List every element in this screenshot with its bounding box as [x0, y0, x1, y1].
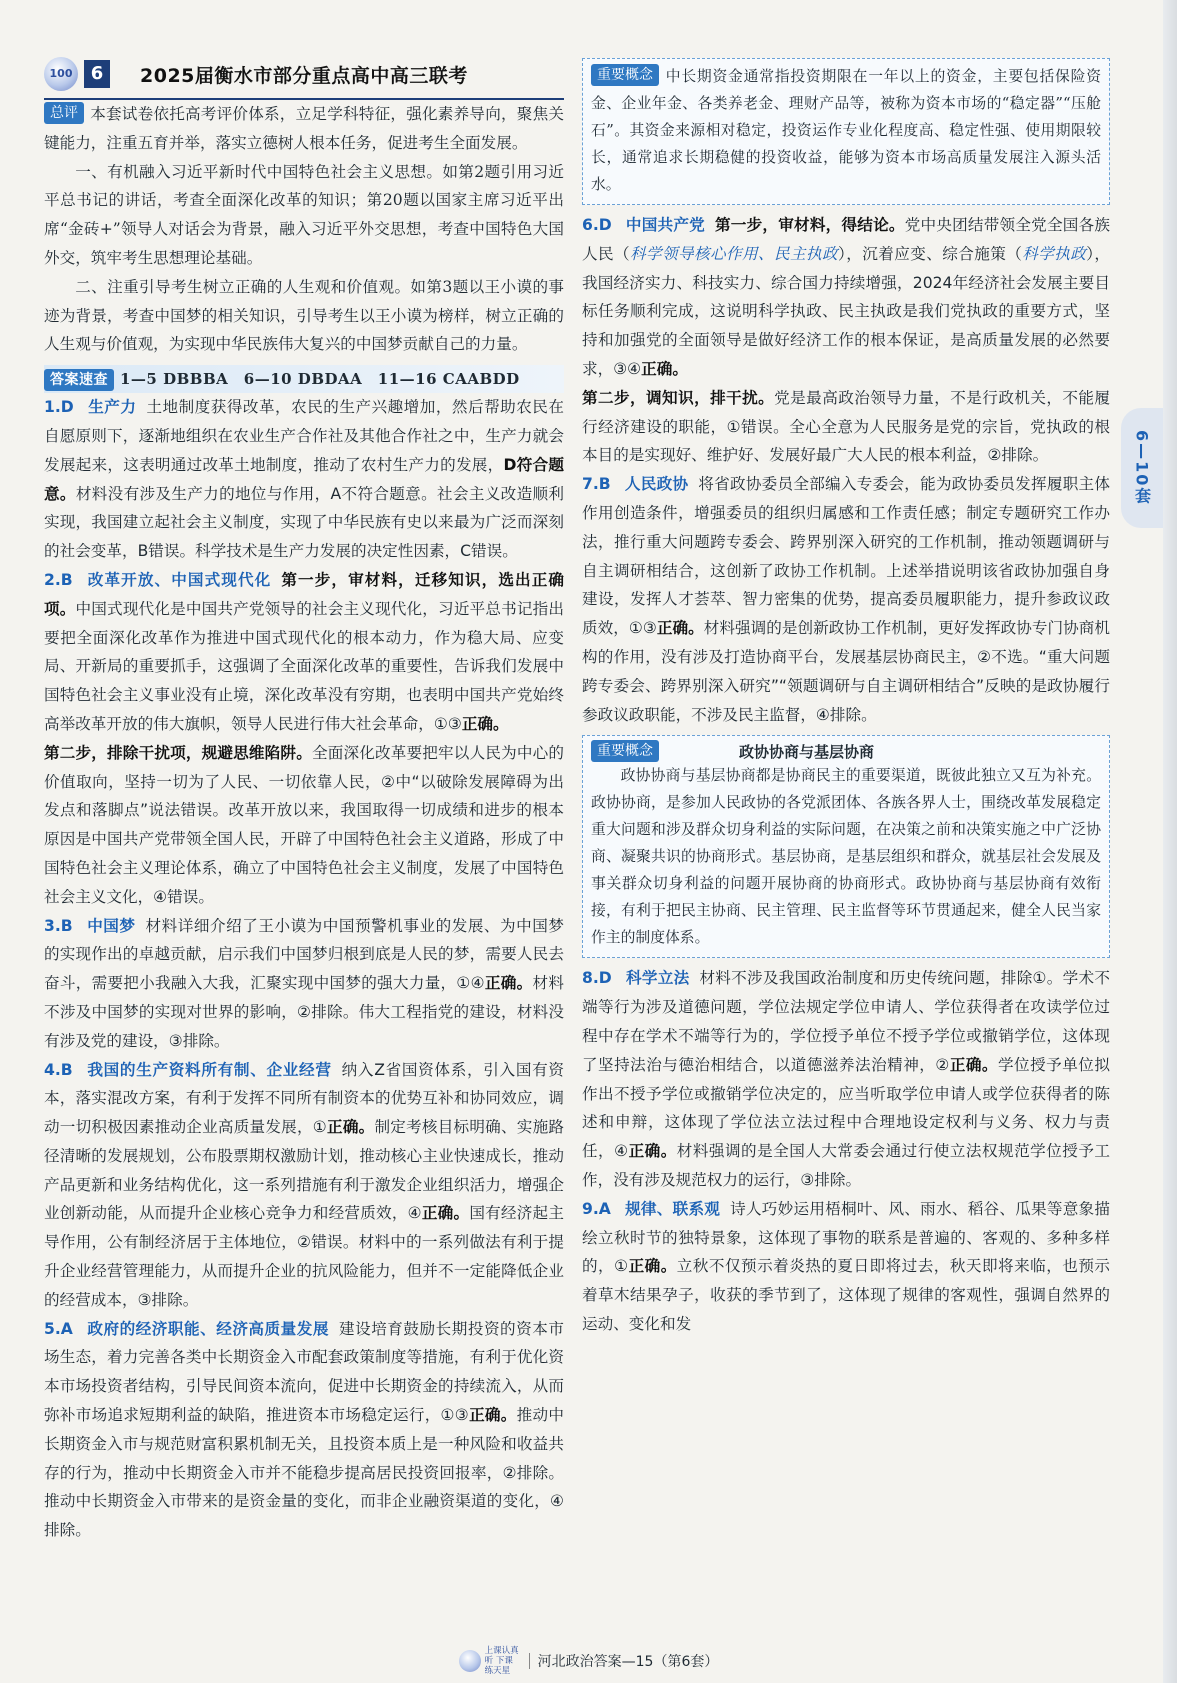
explanation-text: 材料强调的是全国人大常委会通过行使立法权规范学位授予工作，没有涉及规范权力的运行，③排除。: [582, 1142, 1110, 1189]
explanation-text: 材料详细介绍了王小谟为中国预警机事业的发展、为中国梦的实现作出的卓越贡献，启示我们中国梦归根到底是人民的梦，需要人民去奋斗，需要把小我融入大我，汇聚实现中国梦的强大力量，①④: [44, 916, 564, 993]
question-3-explanation: [44, 912, 564, 1056]
explanation-text: 材料没有涉及生产力的地位与作用，A不符合题意。社会主义改造顺利实现，我国建立起社会主义制度，实现了中华民族有史以来最为广泛而深刻的社会变革，B错误。科学技术是生产力发展的决定性因素，C错误。: [44, 484, 564, 561]
key-verdict: 正确。: [461, 714, 509, 733]
explanation-text: 将省政协委员全部编入专委会，能为政协委员发挥履职主体作用创造条件，增强委员的组织归属感和工作责任感；制定专题研究工作办法，推行重大问题跨专委会、跨界别深入研究的工作机制，推动领题调研与自主调研相结合，这创新了政协工作机制。上述举措说明该省政协加强自身建设，发挥人才荟萃、智力密集的优势，提高委员履职能力，提升参政议政质效，①③: [582, 475, 1110, 638]
explanation-text: 材料不涉及中国梦的实现对世界的影响，②排除。伟大工程指党的建设，材料没有涉及党的建设，③排除。: [44, 974, 564, 1050]
explanation-text: 中国式现代化是中国共产党领导的社会主义现代化，习近平总书记指出要把全面深化改革作为推进中国式现代化的根本动力，作为稳大局、应变局、开新局的重要抓手，这强调了全面深化改革的重要性，告诉我们发展中国特色社会主义事业没有止境，深化改革没有穷期，也表明中国共产党始终高举改革开放的伟大旗帜，领导人民进行伟大社会革命，①③: [44, 599, 564, 733]
question-number: 8.D: [582, 969, 612, 988]
answer-key-text: 1—5 DBBBA 6—10 DBDAA 11—16 CAABDD: [120, 370, 520, 389]
key-verdict: 正确。: [469, 1406, 517, 1425]
question-6-explanation: [582, 211, 1110, 470]
footer-divider: [529, 1653, 530, 1669]
side-tab-label: 6—10套: [1132, 430, 1152, 506]
explanation-text: 土地制度获得改革，农民的生产兴趣增加，然后帮助农民在自愿原则下，逐渐地组织在农业生产合作社及其他合作社之中，生产力就会发展起来，这表明通过改革土地制度，推动了农村生产力的发展，: [44, 398, 564, 474]
key-verdict: 正确。: [641, 359, 688, 378]
concept-text: 政协协商与基层协商都是协商民主的重要渠道，既彼此独立又互为补充。政协协商，是参加人民政协的各党派团体、各族各界人士，围绕改革发展稳定重大问题和涉及群众切身利益的实际问题，在决策之前和决策实施之中广泛协商、凝聚共识的协商形式。基层协商，是基层组织和群众，就基层社会发展及事关群众切身利益的问题开展协商的协商形式。政协协商与基层协商有效衔接，有利于把民主协商、民主管理、民主监督等环节贯通起来，健全人民当家作主的制度体系。: [591, 767, 1101, 947]
question-number: 2.B: [44, 570, 73, 589]
sheet-edge: [1163, 0, 1177, 1683]
document-header: [44, 52, 564, 96]
concept-tag: 重要概念: [591, 64, 659, 86]
question-8-explanation: [582, 964, 1110, 1194]
set-number-badge: 6: [84, 60, 110, 88]
explanation-text: 学位授予单位拟作出不授予学位或撤销学位决定的，应当听取学位申请人或学位获得者的陈述和申辩，这体现了学位法立法过程中合理地设定权利与义务、权力与责任，④: [582, 1055, 1110, 1161]
concept-title: 政协协商与基层协商: [739, 742, 875, 761]
key-verdict: 正确。: [628, 1257, 677, 1276]
question-number: 3.B: [44, 916, 73, 935]
left-column: [44, 52, 564, 1545]
explanation-text: 建设培育鼓励长期投资的资本市场生态，着力完善各类中长期资金入市配套政策制度等措施，有利于优化资本市场投资者结构，引导民间资本流向，促进中长期资金的持续流入，从而弥补市场追求短期利益的缺陷，推进资本市场稳定运行，①③: [44, 1319, 564, 1425]
question-topic: 中国梦: [86, 916, 136, 935]
explanation-text: ），我国经济实力、科技实力、综合国力持续增强，2024年经济社会发展主要目标任务顺利完成，这说明科学执政、民主执政是我们党执政的重要方式，坚持和加强党的全面领导是做好经济工作的根本保证，是高质量发展的必然要求，③④: [582, 244, 1110, 378]
explanation-text: 材料不涉及我国政治制度和历史传统问题，排除①。学术不端等行为涉及道德问题，学位法规定学位申请人、学位获得者在攻读学位过程中存在学术不端等行为的，学位授予单位不授予学位或撤销学位，这体现了坚持法治与德治相结合，以道德滋养法治精神，②: [582, 969, 1110, 1074]
answer-key-tag: 答案速查: [44, 369, 114, 391]
overall-comment: [44, 100, 564, 359]
step-heading: 第二步，排除干扰项，规避思维陷阱。: [44, 743, 312, 762]
answer-key-bar: [44, 365, 564, 393]
right-column: [582, 52, 1110, 1339]
concept-text: 中长期资金通常指投资期限在一年以上的资金，主要包括保险资金、企业年金、各类养老金、理财产品等，被称为资本市场的“稳定器”“压舱石”。其资金来源相对稳定，投资运作专业化程度高、稳定性强、使用期限较长，通常追求长期稳健的投资收益，能够为资本市场高质量发展注入源头活水。: [591, 68, 1101, 193]
explanation-text: 推动中长期资金入市与规范财富积累机制无关，且投资本质上是一种风险和收益共存的行为，推动中长期资金入市并不能稳步提高居民投资回报率，②排除。推动中长期资金入市带来的是资金量的变化，而非企业融资渠道的变化，④排除。: [44, 1406, 564, 1540]
explanation-text: ），沉着应变、综合施策（: [838, 244, 1023, 263]
step-heading: 第二步，调知识，排干扰。: [582, 388, 775, 407]
explanation-text: 制定考核目标明确、实施路径清晰的发展规划，公布股票期权激励计划，推动核心主业快速成长，推动产品更新和业务结构优化，这一系列措施有利于激发企业组织活力，增强企业创新动能，从而提升企业核心竞争力和经营质效，④: [44, 1118, 564, 1223]
comment-intro: 本套试卷依托高考评价体系，立足学科特征，强化素养导向，聚焦关键能力，注重五育并举，落实立德树人根本任务，促进考生全面发展。: [44, 105, 564, 152]
question-4-explanation: [44, 1056, 564, 1315]
question-2-explanation: [44, 566, 564, 912]
question-topic: 政府的经济职能、经济高质量发展: [86, 1319, 329, 1338]
comment-point-1: 一、有机融入习近平新时代中国特色社会主义思想。如第2题引用习近平总书记的讲话，考查全面深化改革的知识；第20题以国家主席习近平出席“金砖+”领导人对话会为背景，融入习近平外交思想，考查中国特色大国外交，筑牢考生思想理论基础。: [44, 162, 564, 267]
question-number: 4.B: [44, 1060, 73, 1079]
question-number: 7.B: [582, 475, 611, 494]
question-topic: 改革开放、中国式现代化: [86, 570, 272, 589]
step-heading: 第一步，审材料，迁移知识，选出正确项。: [44, 570, 564, 618]
page-footer: [0, 1646, 1177, 1676]
explanation-text: 党中央团结带领全党全国各族人民（: [582, 216, 1110, 263]
explanation-text: 全面深化改革要把牢以人民为中心的价值取向，坚持一切为了人民、一切依靠人民，②中“以破除发展障碍为出发点和落脚点”说法错误。改革开放以来，我国取得一切成绩和进步的根本原因是中国共产党带领全国人民，开辟了中国特色社会主义道路，形成了中国特色社会主义理论体系，确立了中国特色社会主义制度，发展了中国特色社会主义文化，④错误。: [44, 743, 564, 906]
question-9-explanation: [582, 1195, 1110, 1339]
publisher-logo-icon: 100: [44, 57, 78, 91]
question-number: 9.A: [582, 1199, 611, 1218]
footer-logo-icon: [459, 1650, 481, 1672]
question-1-explanation: [44, 393, 564, 566]
question-topic: 生产力: [87, 398, 137, 417]
comment-tag: 总评: [44, 102, 84, 124]
explanation-text: 纳入Z省国资体系，引入国有资本，落实混改方案，有利于发挥不同所有制资本的优势互补和协同效应，调动一切积极因素推动企业高质量发展，①: [44, 1060, 564, 1137]
explanation-text: 党是最高政治领导力量，不是行政机关，不能履行经济建设的职能，①错误。全心全意为人民服务是党的宗旨，党执政的根本目的是实现好、维护好、发展好最广大人民的根本利益，②排除。: [582, 388, 1110, 465]
concept-tag: 重要概念: [591, 740, 659, 762]
explanation-text: 国有经济起主导作用，公有制经济居于主体地位，②错误。材料中的一系列做法有利于提升企业经营管理能力，从而提升企业的抗风险能力，但并不一定能降低企业的经营成本，③排除。: [44, 1204, 564, 1309]
key-verdict: 正确。: [628, 1142, 677, 1161]
concept-box-medium-long-term-funds: [582, 58, 1110, 205]
question-number: 1.D: [44, 398, 74, 417]
key-verdict: 正确。: [656, 619, 704, 638]
question-topic: 人民政协: [624, 475, 689, 494]
question-topic: 我国的生产资料所有制、企业经营: [86, 1060, 332, 1079]
key-verdict: D符合题意。: [44, 455, 564, 503]
key-verdict: 正确。: [949, 1055, 998, 1074]
comment-point-2: 二、注重引导考生树立正确的人生观和价值观。如第3题以王小谟的事迹为背景，考查中国梦的相关知识，引导考生以王小谟为榜样，树立正确的人生观与价值观，为实现中华民族伟大复兴的中国梦贡献自己的力量。: [44, 277, 564, 354]
explanation-text: 立秋不仅预示着炎热的夏日即将过去，秋天即将来临，也预示着草木结果孕子，收获的季节到了，这体现了规律的客观性，强调自然界的运动、变化和发: [582, 1257, 1110, 1333]
question-number: 6.D: [582, 216, 612, 234]
concept-header: [591, 740, 1101, 762]
key-verdict: 正确。: [327, 1118, 375, 1137]
annotation-text: 科学执政: [1022, 244, 1087, 263]
key-verdict: 正确。: [421, 1204, 470, 1223]
question-topic: 中国共产党: [625, 216, 705, 234]
question-5-explanation: [44, 1315, 564, 1545]
annotation-text: 科学领导核心作用、民主执政: [630, 244, 838, 263]
document-title: 2025届衡水市部分重点高中高三联考: [140, 64, 468, 87]
set-range-side-tab: [1121, 408, 1163, 528]
question-topic: 规律、联系观: [624, 1199, 721, 1218]
question-number: 5.A: [44, 1319, 73, 1338]
concept-box-cppcc-consultation: [582, 735, 1110, 958]
explanation-text: 诗人巧妙运用梧桐叶、风、雨水、稻谷、瓜果等意象描绘立秋时节的独特景象，这体现了事物的联系是普遍的、客观的、多种多样的，①: [582, 1199, 1110, 1276]
explanation-text: 材料强调的是创新政协工作机制，更好发挥政协专门协商机构的作用，没有涉及打造协商平台，发展基层协商民主，②不选。“重大问题跨专委会、跨界别深入研究”“领题调研与自主调研相结合”反映的是政协履行参政议政职能，不涉及民主监督，④排除。: [582, 619, 1110, 724]
footer-page-label: 河北政治答案—15（第6套）: [537, 1654, 719, 1670]
step-heading: 第一步，审材料，得结论。: [714, 216, 905, 234]
question-7-explanation: [582, 470, 1110, 729]
key-verdict: 正确。: [484, 974, 533, 993]
question-topic: 科学立法: [625, 969, 690, 988]
footer-slogan: 上课认真听 下课练天星: [484, 1646, 519, 1676]
